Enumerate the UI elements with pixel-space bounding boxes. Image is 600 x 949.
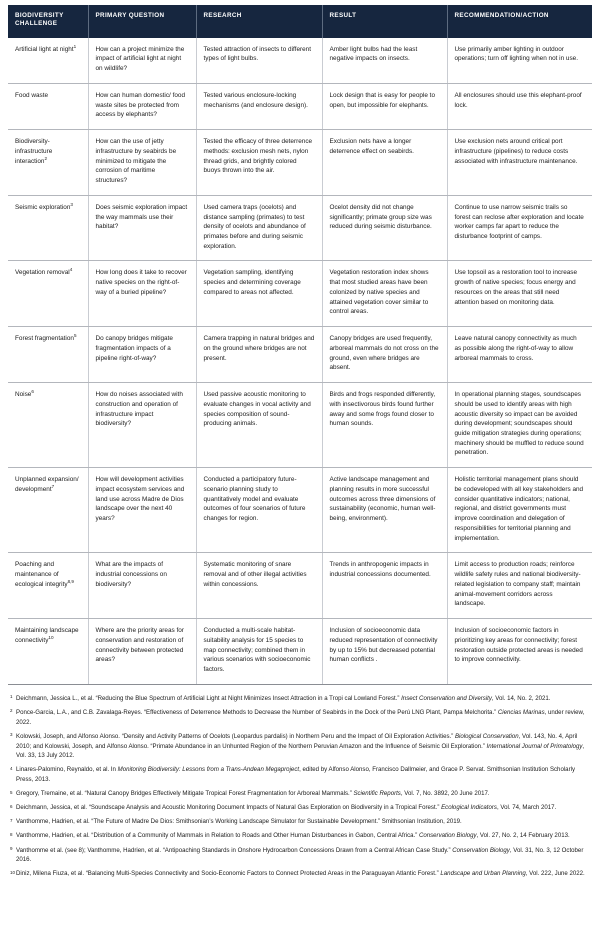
cell-primary-question: How do noises associated with construction and operation of infrastructure impact biodiversity?	[88, 383, 196, 468]
footnote-item	[10, 765, 592, 785]
cell-research: Used passive acoustic monitoring to evaluate changes in vocal activity and species composition of sound-producing animals.	[196, 383, 322, 468]
cell-result: Inclusion of socioeconomic data reduced representation of connectivity by up to 15% but decreased potential human conflicts .	[322, 619, 447, 685]
cell-result: Trends in anthropogenic impacts in industrial concessions documented.	[322, 553, 447, 619]
footnote-item	[10, 694, 592, 704]
cell-biodiversity-challenge	[8, 383, 88, 468]
footnote-text: Gregory, Tremaine, et al. “Natural Canopy Bridges Effectively Mitigate Tropical Forest Fragmentation for Arboreal Mammals.” Scientific Reports, Vol. 7, No. 3892, 20 June 2017.	[16, 790, 490, 798]
cell-biodiversity-challenge	[8, 553, 88, 619]
page	[0, 5, 600, 949]
cell-primary-question: How can the use of jetty infrastructure by seabirds be minimized to mitigate the corrosion of maritime structures?	[88, 130, 196, 196]
footnote-marker: 5	[73, 333, 77, 339]
cell-result: Birds and frogs responded differently, with insectivorous birds found further away and some frogs found closer to human sounds.	[322, 383, 447, 468]
table-row	[8, 261, 592, 327]
table-row	[8, 327, 592, 383]
footnote-text: Linares-Palomino, Reynaldo, et al. In Monitoring Biodiversity: Lessons from a Trans-Andean Megaproject, edited by Alfonso Alonso, Francisco Dallmeier, and Grace P. Servat. Smithsonian Institution Scholarly Press, 2013.	[16, 766, 576, 784]
table-row	[8, 619, 592, 685]
cell-research: Systematic monitoring of snare removal and of other illegal activities within concessions.	[196, 553, 322, 619]
cell-primary-question: How can a project minimize the impact of artificial light at night on wildlife?	[88, 38, 196, 84]
cell-result: Ocelot density did not change significantly; primate group size was reduced during seismic disturbance.	[322, 195, 447, 261]
column-header-result: RESULT	[322, 5, 447, 38]
footnote-item	[10, 869, 592, 879]
cell-biodiversity-challenge	[8, 619, 88, 685]
footnote-number: 6	[10, 803, 13, 809]
cell-primary-question: Where are the priority areas for conservation and restoration of connectivity between protected areas?	[88, 619, 196, 685]
cell-biodiversity-challenge	[8, 261, 88, 327]
footnote-number: 7	[10, 817, 13, 823]
footnote-item	[10, 803, 592, 813]
footnote-number: 4	[10, 765, 13, 771]
challenge-label: Artificial light at night	[15, 45, 74, 53]
cell-biodiversity-challenge	[8, 130, 88, 196]
footnote-marker: 6	[31, 388, 34, 394]
cell-biodiversity-challenge	[8, 83, 88, 129]
table-row	[8, 83, 592, 129]
cell-research: Tested the efficacy of three deterrence methods: exclusion mesh nets, nylon thread grids, and brightly colored buoys thrown into the air.	[196, 130, 322, 196]
challenge-label: Seismic exploration	[15, 203, 71, 211]
cell-biodiversity-challenge	[8, 327, 88, 383]
cell-result: Canopy bridges are used frequently, arboreal mammals do not cross on the ground, even where bridges are absent.	[322, 327, 447, 383]
cell-primary-question: How long does it take to recover native species on the right-of-way of a buried pipeline?	[88, 261, 196, 327]
footnote-item	[10, 831, 592, 841]
table-row	[8, 553, 592, 619]
cell-research: Used camera traps (ocelots) and distance sampling (primates) to test density of ocelots and abundance of primates before and during seismic exploration.	[196, 195, 322, 261]
challenge-label: Biodiversity-infrastructure interaction	[15, 138, 53, 165]
table-header	[8, 5, 592, 38]
cell-recommendation-action: All enclosures should use this elephant-proof lock.	[447, 83, 592, 129]
cell-primary-question: What are the impacts of industrial concessions on biodiversity?	[88, 553, 196, 619]
cell-recommendation-action: Continue to use narrow seismic trails so forest can reclose after exploration and locate worker camps far apart to reduce the disturbance footprint of camps.	[447, 195, 592, 261]
cell-result: Exclusion nets have a longer deterrence effect on seabirds.	[322, 130, 447, 196]
cell-recommendation-action: Leave natural canopy connectivity as much as possible along the right-of-way to allow arboreal mammals to cross.	[447, 327, 592, 383]
cell-research: Vegetation sampling, identifying species and determining coverage compared to areas not affected.	[196, 261, 322, 327]
cell-recommendation-action: Holistic territorial management plans should be codeveloped with all key stakeholders and consider quantitative indicators; national, regional, and district governments must improve coordination and delegation of responsibilities for territorial planning and implementation.	[447, 468, 592, 553]
cell-recommendation-action: Limit access to production roads; reinforce wildlife safety rules and national biodiversity-related legislation to company staff; maintain animal-movement corridors across landscape.	[447, 553, 592, 619]
cell-recommendation-action: Use primarily amber lighting in outdoor operations; turn off lighting when not in use.	[447, 38, 592, 84]
cell-biodiversity-challenge	[8, 195, 88, 261]
cell-result: Amber light bulbs had the least negative impacts on insects.	[322, 38, 447, 84]
footnote-marker: 4	[69, 267, 73, 273]
biodiversity-challenge-table	[8, 5, 592, 685]
footnote-item	[10, 789, 592, 799]
cell-recommendation-action: Use topsoil as a restoration tool to increase growth of native species; focus energy and resources on the areas that still need attention based on monitoring data.	[447, 261, 592, 327]
cell-research: Tested attraction of insects to different types of light bulbs.	[196, 38, 322, 84]
challenge-label: Forest fragmentation	[15, 335, 74, 343]
challenge-label: Unplanned expansion/ development	[15, 476, 79, 493]
footnote-item	[10, 817, 592, 827]
cell-result: Active landscape management and planning results in more successful outcomes across three dimensions of sustainability (economic, human well-being, environment).	[322, 468, 447, 553]
footnote-text: Vanthomme, Hadrien, et al. “The Future of Madre De Dios: Smithsonian’s Working Landscape Simulator for Sustainable Development.” Smithsonian Institution, 2019.	[16, 818, 462, 826]
column-header-recommendation-action: RECOMMENDATION/ACTION	[447, 5, 592, 38]
challenge-label: Poaching and maintenance of ecological integrity	[15, 561, 68, 588]
table-row	[8, 38, 592, 84]
footnote-text: Kolowski, Joseph, and Alfonso Alonso. “Density and Activity Patterns of Ocelots (Leopardus pardalis) in Northern Peru and the Impact of Oil Exploration Activities.” Biological Conservation, Vol. 143, No. 4, April 2010; and Kolowski, Joseph, and Alfonso Alonso. “Primate Abundance in an Unhunted Region of the Northern Peruvian Amazon and the Influence of Seismic Oil Exploration.” International Journal of Primatology, Vol. 33, 13 July 2012.	[16, 732, 585, 760]
footnotes-list	[8, 694, 592, 880]
cell-recommendation-action: In operational planning stages, soundscapes should be used to identify areas with high acoustic diversity so impact can be avoided during development; soundscapes should guide mitigation strategies during operations; machinery should be muffled to reduce sound penetration.	[447, 383, 592, 468]
footnote-marker: 1	[73, 43, 77, 49]
challenge-label: Vegetation removal	[15, 269, 70, 277]
table-row	[8, 195, 592, 261]
footnote-number: 8	[10, 831, 13, 837]
footnote-text: Ponce-Garcia, L.A., and C.B. Zavalaga-Reyes. “Effectiveness of Deterrence Methods to Decrease the Number of Seabirds in the Dock of the Perú LNG Plant, Pampa Melchorita.” Ciencias Marinas, under review, 2022.	[16, 708, 585, 726]
cell-biodiversity-challenge	[8, 38, 88, 84]
cell-research: Conducted a participatory future-scenario planning study to quantitatively model and evaluate outcomes of four scenarios of future changes for region.	[196, 468, 322, 553]
table-header-row	[8, 5, 592, 38]
table-row	[8, 468, 592, 553]
cell-recommendation-action: Use exclusion nets around critical port infrastructure (pipelines) to reduce costs associated with infrastructure maintenance.	[447, 130, 592, 196]
cell-biodiversity-challenge	[8, 468, 88, 553]
table-row	[8, 130, 592, 196]
footnote-marker: 10	[48, 634, 54, 640]
footnote-text: Deichmann, Jessica L., et al. “Reducing the Blue Spectrum of Artificial Light at Night Minimizes Insect Attraction in a Tropi cal Lowland Forest.” Insect Conservation and Diversity, Vol. 14, No. 2, 2021.	[16, 694, 551, 702]
footnote-text: Diniz, Milena Fiuza, et al. “Balancing Multi-Species Connectivity and Socio-Economic Factors to Connect Protected Areas in the Paraguayan Atlantic Forest.” Landscape and Urban Planning, Vol. 222, June 2022.	[16, 870, 585, 878]
footnote-marker: 8,9	[67, 578, 74, 584]
table-body	[8, 38, 592, 684]
cell-research: Conducted a multi-scale habitat-suitability analysis for 15 species to map connectivity; combined them in various scenarios with socioeconomic factors.	[196, 619, 322, 685]
challenge-label: Noise	[15, 391, 32, 399]
footnote-item	[10, 846, 592, 866]
footnote-number: 3	[10, 732, 13, 738]
cell-research: Tested various enclosure-locking mechanisms (and enclosure design).	[196, 83, 322, 129]
footnote-marker: 2	[44, 155, 48, 161]
challenge-label: Maintaining landscape connectivity	[15, 627, 79, 644]
footnote-item	[10, 708, 592, 728]
column-header-biodiversity-challenge: BIODIVERSITY CHALLENGE	[8, 5, 88, 38]
footnote-text: Deichmann, Jessica, et al. “Soundscape Analysis and Acoustic Monitoring Document Impacts of Natural Gas Exploration on Biodiversity in a Tropical Forest.” Ecological Indicators, Vol. 74, March 2017.	[16, 804, 557, 812]
footnote-number: 5	[10, 789, 13, 795]
cell-primary-question: Do canopy bridges mitigate fragmentation impacts of a pipeline right-of-way?	[88, 327, 196, 383]
column-header-research: RESEARCH	[196, 5, 322, 38]
footnote-text: Vanthomme, Hadrien, et al. “Distribution of a Community of Mammals in Relation to Roads and Other Human Disturbances in Gabon, Central Africa.” Conservation Biology, Vol. 27, No. 2, 14 February 2013.	[16, 832, 570, 840]
footnote-marker: 7	[51, 483, 55, 489]
cell-primary-question: How can human domestic/ food waste sites be protected from access by elephants?	[88, 83, 196, 129]
cell-recommendation-action: Inclusion of socioeconomic factors in prioritizing key areas for connectivity; forest restoration outside protected areas is needed to improve connectivity.	[447, 619, 592, 685]
column-header-primary-question: PRIMARY QUESTION	[88, 5, 196, 38]
footnote-text: Vanthomme et al. (see 8); Vanthomme, Hadrien, et al. “Antipoaching Standards in Onshore Hydrocarbon Concessions Drawn from a Central African Case Study.” Conservation Biology, Vol. 31, No. 3, 12 October 2016.	[16, 846, 584, 864]
cell-research: Camera trapping in natural bridges and on the ground where bridges are not present.	[196, 327, 322, 383]
table-row	[8, 383, 592, 468]
cell-primary-question: Does seismic exploration impact the way mammals use their habitat?	[88, 195, 196, 261]
challenge-label: Food waste	[15, 91, 49, 99]
footnote-number: 1	[10, 694, 13, 700]
footnote-marker: 3	[70, 201, 73, 207]
cell-result: Lock design that is easy for people to open, but impossible for elephants.	[322, 83, 447, 129]
cell-result: Vegetation restoration index shows that most studied areas have been colonized by native species and attained vegetation cover similar to control areas.	[322, 261, 447, 327]
footnote-item	[10, 732, 592, 762]
footnote-number: 2	[10, 708, 13, 714]
footnote-number: 9	[10, 846, 13, 852]
cell-primary-question: How will development activities impact ecosystem services and land use across Madre de Dios landscape over the next 40 years?	[88, 468, 196, 553]
footnote-number: 10	[10, 869, 16, 875]
